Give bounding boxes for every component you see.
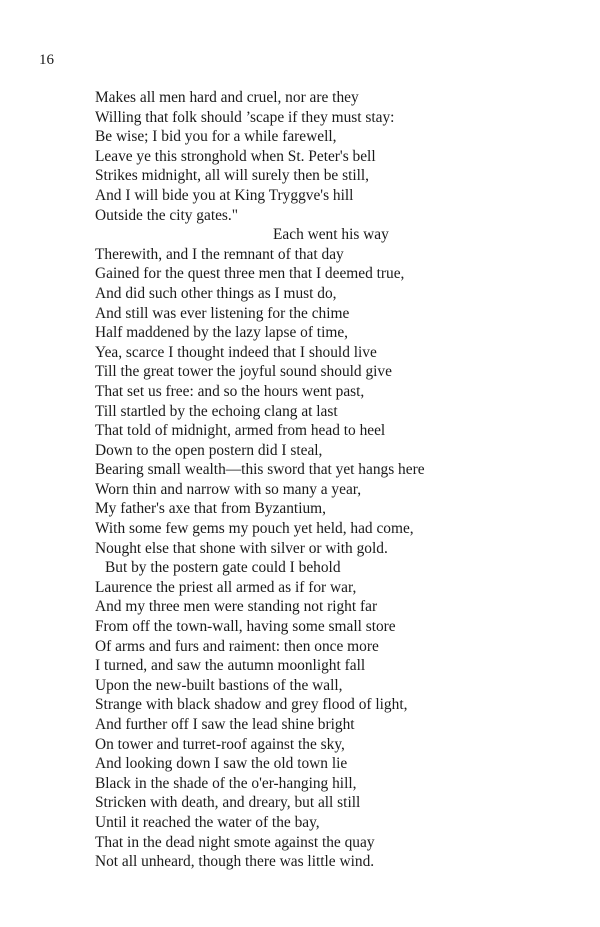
poem-line-paragraph-start: But by the postern gate could I behold [105, 559, 341, 577]
poem-line: That told of midnight, armed from head to heel [95, 422, 386, 440]
poem-line: And further off I saw the lead shine bright [95, 716, 355, 733]
poem-line: Laurence the priest all armed as if for war, [95, 578, 357, 596]
poem-text [95, 88, 565, 872]
poem-line: Black in the shade of the o'er-hanging hill, [95, 774, 357, 792]
poem-line: On tower and turret-roof against the sky, [95, 735, 345, 753]
poem-line: Gained for the quest three men that I deemed true, [95, 265, 405, 283]
poem-line: With some few gems my pouch yet held, had come, [95, 520, 414, 538]
poem-line: Therewith, and I the remnant of that day [95, 245, 344, 263]
poem-line: That in the dead night smote against the quay [95, 833, 375, 851]
poem-line: And my three men were standing not right far [95, 598, 378, 616]
poem-line: My father's axe that from Byzantium, [95, 500, 327, 518]
poem-line: From off the town-wall, having some small store [95, 618, 396, 636]
poem-line: Nought else that shone with silver or with gold. [95, 539, 388, 557]
poem-line: And did such other things as I must do, [95, 284, 337, 302]
poem-line: Till the great tower the joyful sound should give [95, 363, 392, 381]
poem-line: Half maddened by the lazy lapse of time, [95, 324, 348, 342]
poem-line: Stricken with death, and dreary, but all still [95, 794, 361, 812]
poem-line: And I will bide you at King Tryggve's hill [95, 186, 354, 204]
poem-line: Outside the city gates." [95, 206, 239, 224]
poem-line: Down to the open postern did I steal, [95, 441, 323, 459]
poem-line: And looking down I saw the old town lie [95, 755, 348, 773]
poem-line: Leave ye this stronghold when St. Peter's bell [95, 147, 376, 165]
poem-line: That set us free: and so the hours went past, [95, 382, 365, 400]
poem-line: Strange with black shadow and grey flood of light, [95, 696, 408, 714]
page-number: 16 [39, 52, 54, 68]
poem-line: Bearing small wealth—this sword that yet hangs here [95, 461, 425, 479]
poem-line: I turned, and saw the autumn moonlight fall [95, 657, 366, 675]
poem-line: Till startled by the echoing clang at last [95, 402, 338, 420]
poem-line-split: Each went his way [273, 226, 389, 244]
poem-line: Of arms and furs and raiment: then once more [95, 637, 379, 655]
poem-line: Worn thin and narrow with so many a year, [95, 480, 362, 498]
poem-line: Makes all men hard and cruel, nor are they [95, 89, 359, 106]
poem-line: Not all unheard, though there was little wind. [95, 853, 375, 871]
poem-line: Yea, scarce I thought indeed that I should live [95, 343, 377, 361]
poem-line: Upon the new-built bastions of the wall, [95, 676, 343, 694]
poem-line: And still was ever listening for the chime [95, 304, 350, 322]
poem-line: Willing that folk should ’scape if they must stay: [95, 108, 395, 126]
poem-line: Strikes midnight, all will surely then be still, [95, 167, 370, 185]
poem-line: Until it reached the water of the bay, [95, 813, 320, 831]
poem-line: Be wise; I bid you for a while farewell, [95, 128, 337, 146]
